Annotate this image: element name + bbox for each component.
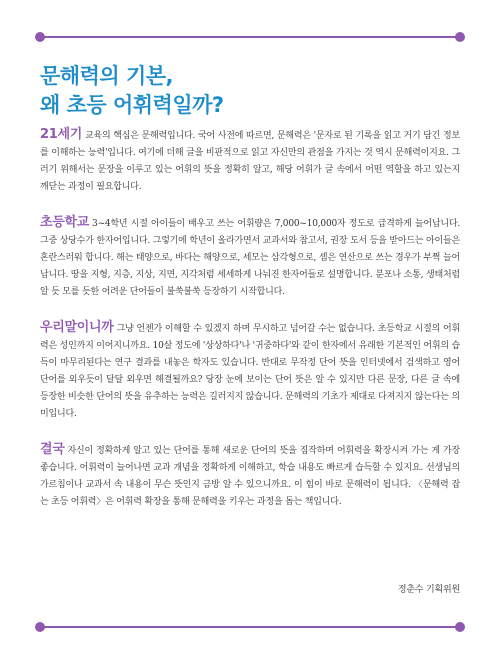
- paragraph-text: 그냥 언젠가 이해할 수 있겠지 하며 무시하고 넘어갈 수는 없습니다. 초등학교 시절의 어휘력은 성인까지 이어지니까요. 10살 정도에 '상상하다'나 '귀중하다'와 같이 한자에서 유래한 기본적인 어휘의 습득이 마무리된다는 연구 결과를 내놓은 학자도 있습니다. 반대로 무작정 단어 뜻을 인터넷에서 검색하고 영어 단어를 외우듯이 달달 외우면 해결될까요? 당장 눈에 보이는 단어 뜻은 알 수 있지만 다른 문장, 다른 글 속에 등장한 비슷한 단어의 뜻을 유추하는 능력은 길러지지 않습니다. 문해력의 기초가 제대로 다져지지 않는다는 의미입니다.: [40, 324, 460, 419]
- paragraph-4: [40, 441, 460, 511]
- paragraph-text: 3~4학년 시절 아이들이 배우고 쓰는 어휘량은 7,000~10,000자 정도로 급격하게 늘어납니다. 그중 상당수가 한자어입니다. 그렇기에 학년이 올라가면서 교과서와 참고서, 권장 도서 등을 받아드는 아이들은 혼란스러워 합니다. 해는 태양으로, 바다는 해양으로, 세모는 삼각형으로, 셈은 연산으로 쓰는 경우가 부쩍 늘어납니다. 땅을 지형, 지층, 지상, 지면, 지각처럼 세세하게 나눠진 한자어들로 설명합니다. 분포나 소통, 생태처럼 알 듯 모를 듯한 어려운 단어들이 불쑥불쑥 등장하기 시작합니다.: [40, 219, 460, 297]
- page-title: [40, 62, 460, 120]
- paragraph-lead: 21세기: [40, 127, 83, 142]
- divider-dot: [35, 622, 45, 632]
- body-text: [40, 126, 460, 529]
- divider-dot: [455, 622, 465, 632]
- top-divider: [40, 36, 460, 38]
- divider-dot: [35, 32, 45, 42]
- paragraph-2: [40, 214, 460, 301]
- paragraph-3: [40, 319, 460, 423]
- title-line-1: 문해력의 기본,: [40, 64, 174, 88]
- divider-dot: [455, 32, 465, 42]
- title-line-2: 왜 초등 어휘력일까?: [40, 93, 224, 117]
- paragraph-text: 교육의 핵심은 문해력입니다. 국어 사전에 따르면, 문해력은 '문자로 된 기록을 읽고 거기 담긴 정보를 이해하는 능력'입니다. 여기에 더해 글을 비판적으로 읽고 자신만의 관점을 가지는 것 역시 문해력이지요. 그러기 위해서는 문장을 이루고 있는 어휘의 뜻을 정확히 알고, 해당 어휘가 글 속에서 어떤 역할을 하고 있는지 깨닫는 과정이 필요합니다.: [40, 131, 460, 192]
- paragraph-lead: 초등학교: [40, 215, 90, 230]
- paragraph-1: [40, 126, 460, 196]
- paragraph-text: 자신이 정확하게 알고 있는 단어를 통해 새로운 단어의 뜻을 짐작하며 어휘력을 확장시켜 가는 게 가장 좋습니다. 어휘력이 늘어나면 교과 개념을 정확하게 이해하고, 학습 내용도 빠르게 습득할 수 있지요. 선생님의 가르침이나 교과서 속 내용이 무슨 뜻인지 금방 알 수 있으니까요. 이 힘이 바로 문해력이 됩니다. 〈문해력 잡는 초등 어휘력〉은 어휘력 확장을 통해 문해력을 키우는 과정을 돕는 책입니다.: [40, 446, 460, 507]
- author-signature: 정춘수 기획위원: [397, 585, 460, 595]
- paragraph-lead: 결국: [40, 442, 65, 457]
- paragraph-lead: 우리말이니까: [40, 320, 114, 335]
- bottom-divider: [40, 626, 460, 628]
